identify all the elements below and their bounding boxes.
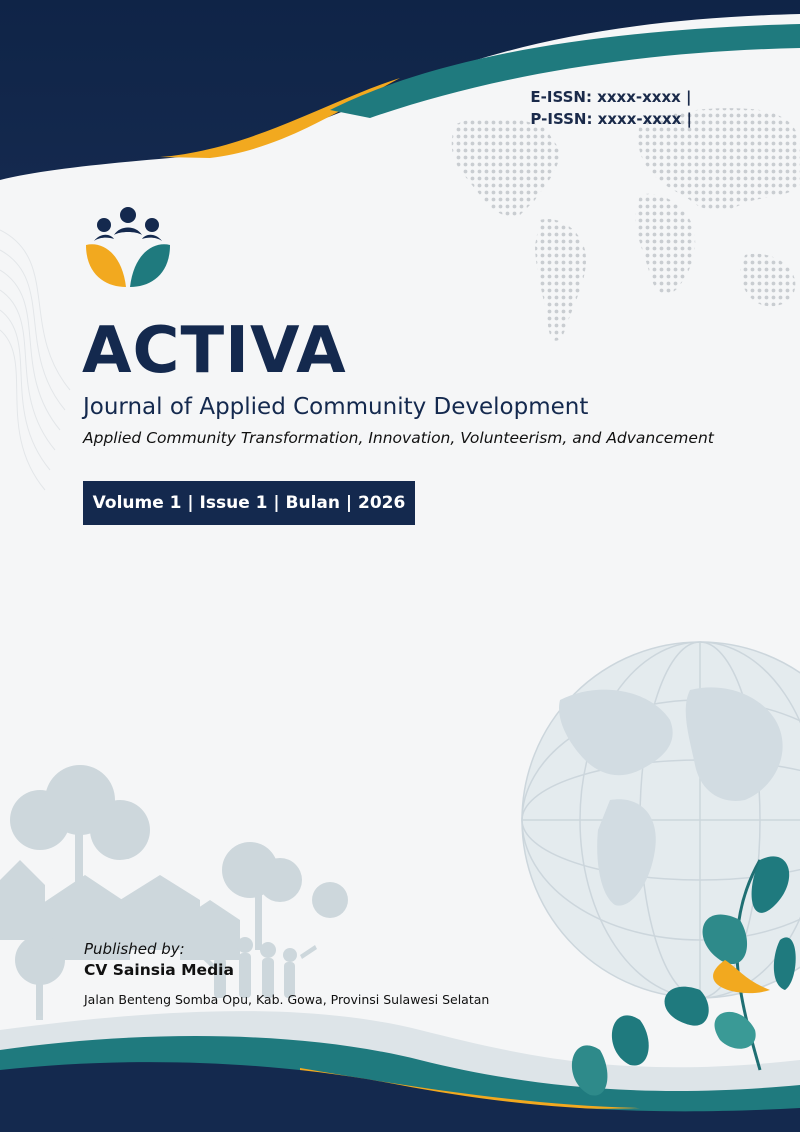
contour-lines [0, 230, 70, 490]
publisher-label: Published by: [84, 940, 185, 958]
issn-block [530, 86, 692, 130]
community-silhouette [0, 765, 348, 1020]
p-issn: P-ISSN: xxxx-xxxx | [530, 110, 692, 128]
world-map-dots [452, 108, 800, 341]
volume-badge: Volume 1 | Issue 1 | Bulan | 2026 [83, 481, 415, 525]
journal-tagline: Applied Community Transformation, Innovation, Volunteerism, and Advancement [83, 429, 714, 447]
globe-illustration [522, 642, 800, 998]
publisher-address: Jalan Benteng Somba Opu, Kab. Gowa, Provinsi Sulawesi Selatan [84, 992, 490, 1007]
community-logo-icon [82, 205, 174, 297]
journal-title: ACTIVA [82, 314, 347, 388]
e-issn: E-ISSN: xxxx-xxxx | [530, 88, 692, 106]
journal-subtitle: Journal of Applied Community Development [83, 394, 589, 420]
publisher-name: CV Sainsia Media [84, 961, 234, 979]
